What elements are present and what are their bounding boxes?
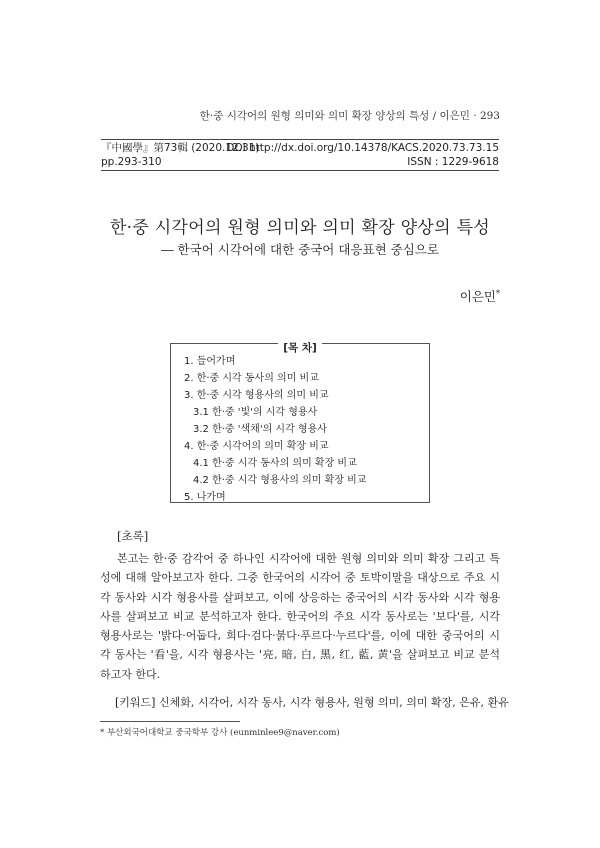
keywords: [키워드] 신체화, 시각어, 시각 동사, 시각 형용사, 원형 의미, 의미 확장, 은유, 환유 xyxy=(115,696,509,709)
author-text: 이은민 xyxy=(459,289,496,304)
abstract-text: 본고는 한·중 감각어 중 하나인 시각어에 대한 원형 의미와 의미 확장 그리고 특성에 대해 알아보고자 한다. 그중 한국어의 시각어 중 토박이말을 대상으로 주요 시각 동사와 시각 형용사를 살펴보고, 이에 상응하는 중국어의 시각 동사와 시각 형용사를 살펴보고 비교 분석하고자 한다. 한국어의 주요 시각 동사로는 '보다'를, 시각 형용사로는 '밝다·어둡다, 희다·검다·붉다·푸르다·누르다'를, 이에 대한 중국어의 시각 동사는 '看'을, 시각 형용사는 '亮, 暗, 白, 黑, 红, 藍, 黄'을 살펴보고 비교 분석 하고자 한다. xyxy=(100,552,500,681)
toc-item: 4. 한·중 시각어의 의미 확장 비교 xyxy=(184,441,329,452)
journal-info: 『中國學』第73輯 (2020.12.31) xyxy=(101,142,260,154)
toc-item: 5. 나가며 xyxy=(184,492,226,503)
pages-info: pp.293-310 xyxy=(101,156,162,168)
toc-item: 4.1 한·중 시각 동사의 의미 확장 비교 xyxy=(193,458,357,469)
toc-item: 3.1 한·중 '빛'의 시각 형용사 xyxy=(193,407,318,418)
author-footnote: * 부산외국어대학교 중국학부 강사 (eunminlee9@naver.com) xyxy=(100,728,340,738)
toc-list xyxy=(184,353,366,506)
toc-item: 3. 한·중 시각 형용사의 의미 비교 xyxy=(184,390,329,401)
paper-subtitle: ― 한국어 시각어에 대한 중국어 대응표현 중심으로 xyxy=(161,242,439,257)
toc-item: 3.2 한·중 '색채'의 시각 형용사 xyxy=(193,424,327,435)
table-of-contents xyxy=(170,343,430,503)
footnote-divider xyxy=(100,721,240,722)
author-name xyxy=(460,287,500,305)
author-footnote-mark: * xyxy=(496,288,500,298)
doi-info: DOI http://dx.doi.org/10.14378/KACS.2020.73.73.15 xyxy=(226,142,499,154)
running-header: 한·중 시각어의 원형 의미와 의미 확장 양상의 특성 / 이은민 · 293 xyxy=(199,110,500,122)
toc-heading: [목 차] xyxy=(278,342,322,354)
abstract-label: [초록] xyxy=(117,529,149,543)
paper-title: 한·중 시각어의 원형 의미와 의미 확장 양상의 특성 xyxy=(109,218,491,238)
toc-item: 2. 한·중 시각 동사의 의미 비교 xyxy=(184,373,319,384)
issn-info: ISSN : 1229-9618 xyxy=(407,156,499,168)
toc-item: 4.2 한·중 시각 형용사의 의미 확장 비교 xyxy=(193,475,367,486)
toc-item: 1. 들어가며 xyxy=(184,356,236,367)
publication-info-box xyxy=(101,139,499,171)
